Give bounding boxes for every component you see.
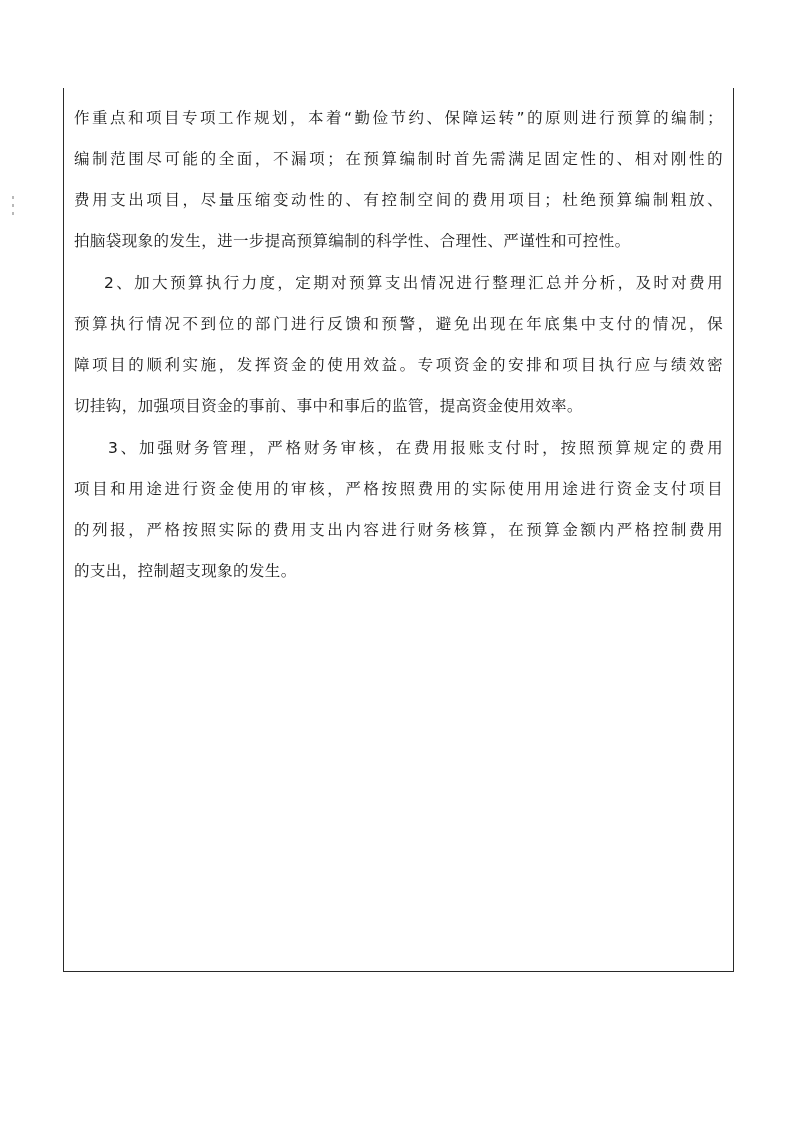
- paragraph-3-line-1: 3、加强财务管理，严格财务审核，在费用报账支付时，按照预算规定的费用: [108, 439, 723, 457]
- paragraph-1-line-1: 作重点和项目专项工作规划，本着“勤俭节约、保障运转”的原则进行预算的编制；: [74, 109, 723, 127]
- scan-specks: [12, 196, 16, 220]
- paragraph-2-line-2: 预算执行情况不到位的部门进行反馈和预警，避免出现在年底集中支付的情况，保: [74, 315, 723, 333]
- paragraph-2-line-1: 2、加大预算执行力度，定期对预算支出情况进行整理汇总并分析，及时对费用: [104, 274, 723, 292]
- paragraph-3-line-2: 项目和用途进行资金使用的审核，严格按照费用的实际使用用途进行资金支付项目: [74, 480, 723, 498]
- paragraph-2-line-3: 障项目的顺利实施，发挥资金的使用效益。专项资金的安排和项目执行应与绩效密: [74, 356, 723, 374]
- paragraph-3-line-3: 的列报，严格按照实际的费用支出内容进行财务核算，在预算金额内严格控制费用: [74, 521, 723, 539]
- paragraph-1-line-3: 费用支出项目，尽量压缩变动性的、有控制空间的费用项目；杜绝预算编制粗放、: [74, 191, 723, 209]
- paragraph-1-line-4: 拍脑袋现象的发生，进一步提高预算编制的科学性、合理性、严谨性和可控性。: [74, 232, 631, 250]
- paragraph-1-line-2: 编制范围尽可能的全面，不漏项；在预算编制时首先需满足固定性的、相对刚性的: [74, 150, 723, 168]
- paragraph-3-line-4: 的支出，控制超支现象的发生。: [74, 562, 297, 580]
- paragraph-2-line-4: 切挂钩，加强项目资金的事前、事中和事后的监管，提高资金使用效率。: [74, 397, 583, 415]
- content-frame: [63, 88, 734, 972]
